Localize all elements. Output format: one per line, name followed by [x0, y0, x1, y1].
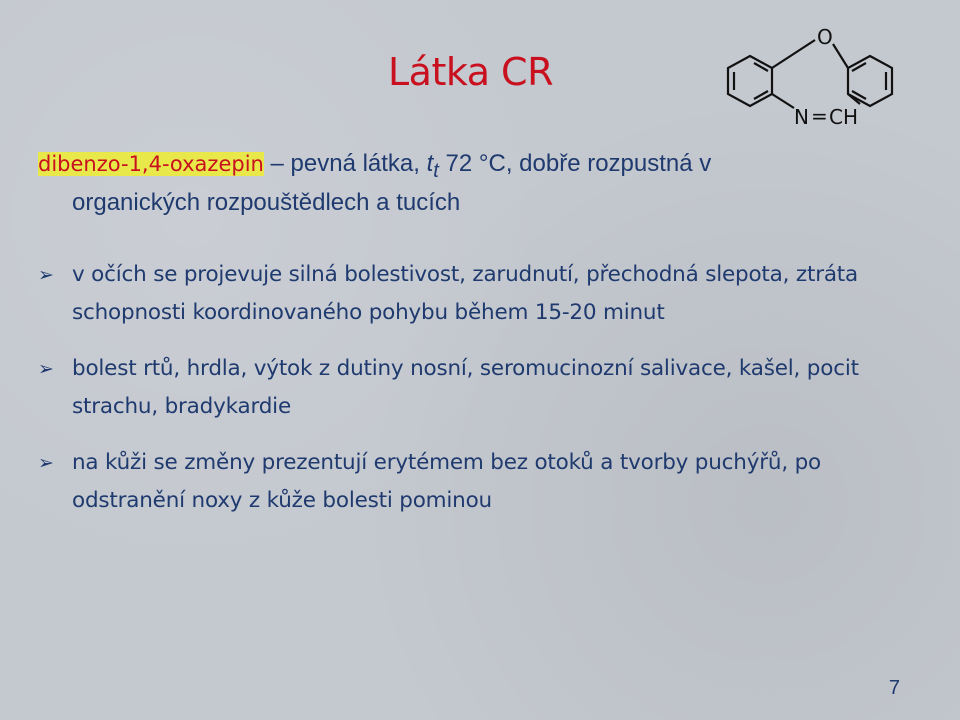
double-bond-label: = [811, 104, 828, 128]
intro-paragraph [38, 148, 918, 219]
melting-temperature-subscript: t [433, 159, 439, 182]
bullet-eyes [38, 256, 898, 332]
compound-name-highlight: dibenzo-1,4-oxazepin [38, 152, 264, 176]
arrow-bullet-icon: ➢ [38, 452, 54, 474]
symptom-bullet-list [38, 256, 898, 538]
bullet-text: na kůži se změny prezentují erytémem bez otoků a tvorby puchýřů, po odstranění noxy z kůže bolesti pominou [72, 450, 821, 513]
bullet-text: v očích se projevuje silná bolestivost, zarudnutí, přechodná slepota, ztráta schopnosti koordinovaného pohybu během 15-20 minut [72, 262, 859, 325]
intro-text-part1: – pevná látka, [263, 150, 427, 177]
bullet-text: bolest rtů, hrdla, výtok z dutiny nosní, seromucinozní salivace, kašel, pocit strachu, bradykardie [72, 356, 859, 419]
intro-text-line2: organických rozpouštědlech a tucích [72, 188, 461, 216]
slide-title: Látka CR [388, 50, 553, 94]
oxygen-label: O [817, 25, 833, 49]
melting-temperature-symbol: t [426, 150, 434, 177]
arrow-bullet-icon: ➢ [38, 358, 54, 380]
nitrogen-label: N [794, 105, 809, 129]
intro-text-part2: 72 °C, dobře rozpustná v [438, 150, 712, 177]
bullet-mouth-throat [38, 350, 898, 426]
ch-label: CH [829, 105, 859, 129]
bullet-skin [38, 444, 898, 520]
dibenzoxazepine-structure-diagram [710, 16, 910, 136]
page-number: 7 [888, 677, 900, 699]
arrow-bullet-icon: ➢ [38, 264, 54, 286]
